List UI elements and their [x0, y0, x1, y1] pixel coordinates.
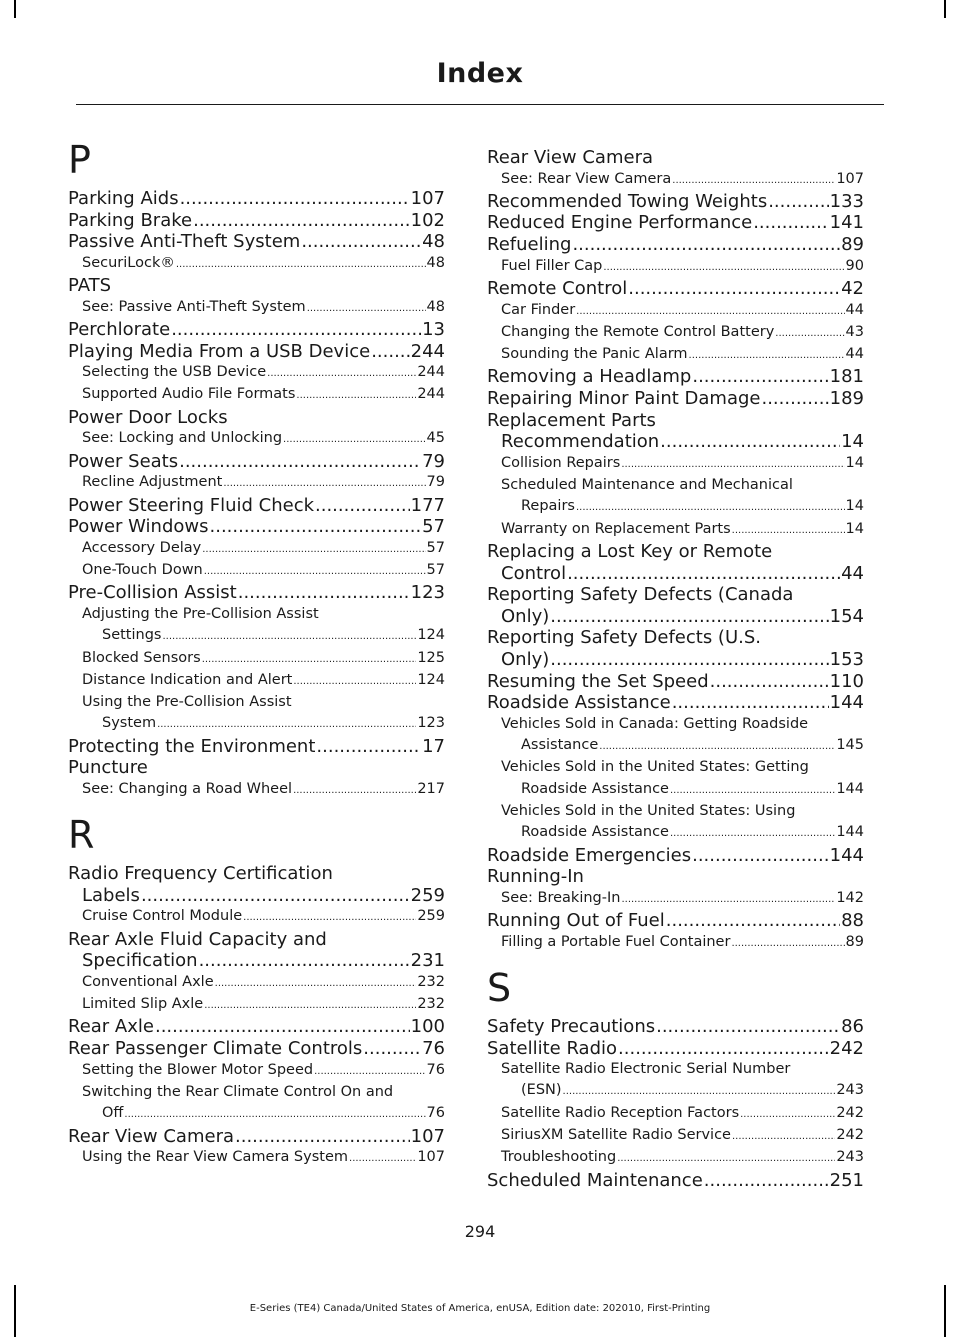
index-entry[interactable]: Recommended Towing Weights ..... 133 [487, 191, 864, 213]
index-subentry[interactable]: Fuel Filler Cap ..... 90 [487, 256, 864, 278]
index-entry[interactable]: Rear Passenger Climate Controls ..... 76 [68, 1038, 445, 1060]
index-subentry[interactable]: Blocked Sensors ..... 125 [68, 648, 445, 670]
index-column-left [68, 128, 445, 1169]
index-entry[interactable]: Labels ..... 259 [68, 885, 445, 907]
index-subentry[interactable]: Warranty on Replacement Parts ..... 14 [487, 519, 864, 541]
index-subentry[interactable]: Filling a Portable Fuel Container ..... 89 [487, 932, 864, 954]
index-entry[interactable]: Only) ..... 153 [487, 649, 864, 671]
index-heading: Rear Axle Fluid Capacity and [68, 928, 327, 950]
index-subentry[interactable]: Setting the Blower Motor Speed ..... 76 [68, 1060, 445, 1082]
index-subentry[interactable]: Settings ..... 124 [68, 625, 445, 647]
index-subentry[interactable]: Supported Audio File Formats ..... 244 [68, 384, 445, 406]
index-subentry[interactable]: Cruise Control Module ..... 259 [68, 906, 445, 928]
index-entry[interactable]: Satellite Radio ..... 242 [487, 1038, 864, 1060]
index-subentry-line: Satellite Radio Electronic Serial Number [501, 1061, 791, 1078]
index-entry[interactable]: Resuming the Set Speed ..... 110 [487, 671, 864, 693]
index-entry[interactable]: Protecting the Environment ..... 17 [68, 736, 445, 758]
index-subentry[interactable]: Conventional Axle ..... 232 [68, 972, 445, 994]
index-heading: Reporting Safety Defects (U.S. [487, 627, 761, 649]
index-subentry[interactable]: Assistance ..... 145 [487, 735, 864, 757]
index-entry[interactable]: Perchlorate ..... 13 [68, 319, 445, 341]
index-entry[interactable]: Parking Aids ..... 107 [68, 188, 445, 210]
index-subentry[interactable]: Selecting the USB Device ..... 244 [68, 362, 445, 384]
index-subentry-line: Scheduled Maintenance and Mechanical [501, 477, 793, 494]
index-entry[interactable]: Specification ..... 231 [68, 950, 445, 972]
index-subentry[interactable]: Roadside Assistance ..... 144 [487, 822, 864, 844]
index-subentry[interactable]: Satellite Radio Reception Factors ..... 242 [487, 1103, 864, 1125]
index-subentry[interactable]: Car Finder ..... 44 [487, 300, 864, 322]
index-subentry-line: Switching the Rear Climate Control On and [82, 1083, 394, 1100]
index-heading: Running-In [487, 866, 584, 888]
index-entry[interactable]: Control ..... 44 [487, 563, 864, 585]
index-subentry-line: Using the Pre-Collision Assist [82, 694, 292, 711]
index-subentry[interactable]: One-Touch Down ..... 57 [68, 560, 445, 582]
index-subentry-line: Vehicles Sold in the United States: Using [501, 802, 796, 819]
index-subentry[interactable]: See: Breaking-In ..... 142 [487, 888, 864, 910]
index-subentry[interactable]: System ..... 123 [68, 713, 445, 735]
index-entry[interactable]: Scheduled Maintenance ..... 251 [487, 1170, 864, 1192]
index-entry[interactable]: Power Steering Fluid Check ..... 177 [68, 495, 445, 517]
index-entry[interactable]: Roadside Emergencies ..... 144 [487, 845, 864, 867]
index-heading: Puncture [68, 757, 148, 779]
index-heading: Replacement Parts [487, 409, 656, 431]
page-number: 294 [464, 1222, 496, 1241]
index-subentry-line: Adjusting the Pre-Collision Assist [82, 605, 319, 622]
section-letter: S [487, 965, 512, 1010]
index-heading: Replacing a Lost Key or Remote [487, 541, 773, 563]
index-subentry[interactable]: Distance Indication and Alert ..... 124 [68, 670, 445, 692]
index-subentry[interactable]: Off ..... 76 [68, 1103, 445, 1125]
section-letter: R [68, 813, 95, 858]
index-subentry[interactable]: Collision Repairs ..... 14 [487, 453, 864, 475]
index-heading: Radio Frequency Certification [68, 863, 333, 885]
index-entry[interactable]: Parking Brake ..... 102 [68, 210, 445, 232]
index-subentry[interactable]: Sounding the Panic Alarm ..... 44 [487, 344, 864, 366]
index-heading: Rear View Camera [487, 147, 653, 168]
index-entry[interactable]: Safety Precautions ..... 86 [487, 1016, 864, 1038]
index-entry[interactable]: Removing a Headlamp ..... 181 [487, 366, 864, 388]
index-subentry[interactable]: Troubleshooting ..... 243 [487, 1147, 864, 1169]
index-entry[interactable]: Power Windows ..... 57 [68, 516, 445, 538]
index-entry[interactable]: Roadside Assistance ..... 144 [487, 692, 864, 714]
index-subentry[interactable]: See: Rear View Camera ..... 107 [487, 169, 864, 191]
index-heading: PATS [68, 275, 112, 297]
index-column-right [487, 147, 864, 1191]
index-entry[interactable]: Remote Control ..... 42 [487, 278, 864, 300]
index-subentry[interactable]: Accessory Delay ..... 57 [68, 538, 445, 560]
index-subentry[interactable]: See: Passive Anti-Theft System ..... 48 [68, 297, 445, 319]
index-entry[interactable]: Playing Media From a USB Device ..... 244 [68, 341, 445, 363]
index-entry[interactable]: Power Seats ..... 79 [68, 451, 445, 473]
index-subentry[interactable]: See: Locking and Unlocking ..... 45 [68, 428, 445, 450]
index-subentry-line: Vehicles Sold in Canada: Getting Roadside [501, 715, 809, 732]
index-entry[interactable]: Passive Anti-Theft System ..... 48 [68, 231, 445, 253]
index-subentry[interactable]: See: Changing a Road Wheel ..... 217 [68, 779, 445, 801]
index-subentry-line: Vehicles Sold in the United States: Getting [501, 759, 809, 776]
index-entry[interactable]: Repairing Minor Paint Damage ..... 189 [487, 388, 864, 410]
crop-mark [944, 0, 946, 18]
index-entry[interactable]: Pre-Collision Assist ..... 123 [68, 582, 445, 604]
index-entry[interactable]: Only) ..... 154 [487, 606, 864, 628]
index-entry[interactable]: Recommendation ..... 14 [487, 431, 864, 453]
index-subentry[interactable]: (ESN) ..... 243 [487, 1080, 864, 1102]
title-divider [76, 104, 884, 105]
index-subentry[interactable]: Limited Slip Axle ..... 232 [68, 994, 445, 1016]
index-entry[interactable]: Running Out of Fuel ..... 88 [487, 910, 864, 932]
index-subentry[interactable]: Using the Rear View Camera System ..... 107 [68, 1147, 445, 1169]
index-subentry[interactable]: SecuriLock® ..... 48 [68, 253, 445, 275]
page-title: Index [436, 58, 524, 89]
index-subentry[interactable]: Repairs ..... 14 [487, 496, 864, 518]
index-heading: Reporting Safety Defects (Canada [487, 584, 794, 606]
index-entry[interactable]: Rear Axle ..... 100 [68, 1016, 445, 1038]
index-subentry[interactable]: Roadside Assistance ..... 144 [487, 779, 864, 801]
index-entry[interactable]: Reduced Engine Performance ..... 141 [487, 212, 864, 234]
index-subentry[interactable]: Changing the Remote Control Battery ..... 43 [487, 322, 864, 344]
crop-mark [14, 0, 16, 18]
footer-text: E-Series (TE4) Canada/United States of America, enUSA, Edition date: 202010, First-Printing [249, 1303, 711, 1314]
index-heading: Power Door Locks [68, 406, 228, 428]
index-entry[interactable]: Refueling ..... 89 [487, 234, 864, 256]
section-letter: P [68, 138, 91, 182]
index-subentry[interactable]: SiriusXM Satellite Radio Service ..... 242 [487, 1125, 864, 1147]
index-entry[interactable]: Rear View Camera ..... 107 [68, 1126, 445, 1148]
index-subentry[interactable]: Recline Adjustment ..... 79 [68, 472, 445, 494]
